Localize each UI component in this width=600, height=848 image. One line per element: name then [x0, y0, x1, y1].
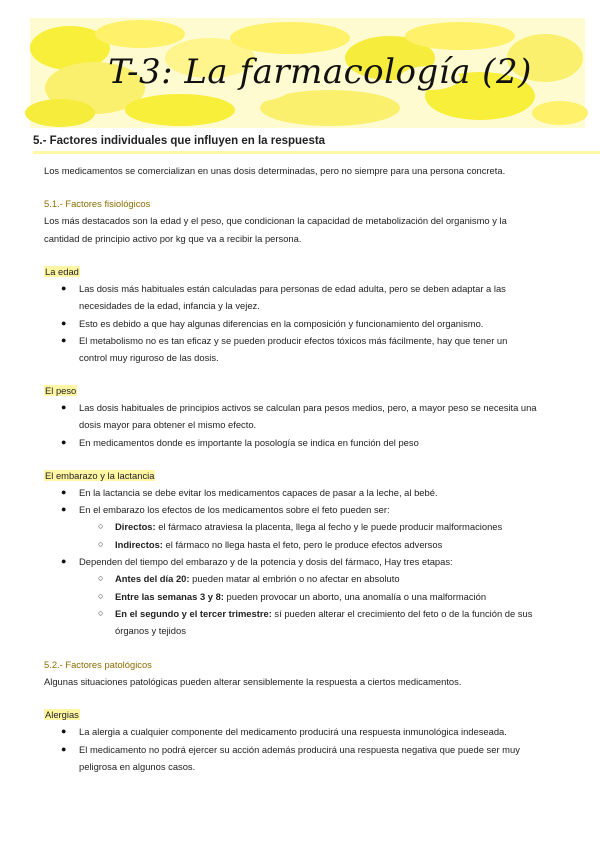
etapa-2: Entre las semanas 3 y 8: pueden provocar un aborto, una anomalía o una malformación — [115, 591, 487, 602]
edad-b1-line1: Las dosis más habituales están calculadas para personas de edad adulta, pero se deben adaptar a las — [79, 283, 506, 294]
section-5-heading: 5.- Factores individuales que influyen en la respuesta — [33, 135, 326, 147]
edad-b1-line2: necesidades de la edad, infancia y la vejez. — [79, 300, 260, 311]
bullet-dot: ● — [61, 726, 67, 736]
peso-b2: En medicamentos donde es importante la posología se indica en función del peso — [79, 437, 419, 448]
bullet-dot: ● — [61, 283, 67, 293]
sub-bullet-ring: ○ — [98, 573, 104, 583]
bullet-dot: ● — [61, 556, 67, 566]
section-51-line1: Los más destacados son la edad y el peso, que condicionan la capacidad de metabolización del organismo y la — [44, 215, 507, 226]
bullet-dot: ● — [61, 402, 67, 412]
section-51-heading: 5.1.- Factores fisiológicos — [44, 198, 151, 209]
etapa-3-line2: órganos y tejidos — [115, 625, 186, 636]
peso-b1-line2: dosis mayor para obtener el mismo efecto. — [79, 419, 257, 430]
bullet-dot: ● — [61, 504, 67, 514]
alergias-b2-line1: El medicamento no podrá ejercer su acción además producirá una respuesta negativa que puede ser muy — [79, 744, 520, 755]
sub-bullet-ring: ○ — [98, 608, 104, 618]
etapa-1: Antes del día 20: pueden matar al embrión o no afectar en absoluto — [115, 573, 400, 584]
alergias-b1: La alergia a cualquier componente del medicamento producirá una respuesta inmunológica indeseada. — [79, 726, 507, 737]
edad-b3-line2: control muy riguroso de las dosis. — [79, 352, 219, 363]
sub-bullet-ring: ○ — [98, 591, 104, 601]
bullet-dot: ● — [61, 335, 67, 345]
bullet-dot: ● — [61, 437, 67, 447]
section-52-heading: 5.2.- Factores patológicos — [44, 659, 152, 670]
edad-b3-line1: El metabolismo no es tan eficaz y se pueden producir efectos tóxicos más fácilmente, hay que tener un — [79, 335, 508, 346]
alergias-b2-line2: peligrosa en algunos casos. — [79, 761, 196, 772]
page-title: T-3: La farmacología (2) — [108, 52, 532, 92]
edad-label: La edad — [45, 266, 79, 277]
section-5-intro: Los medicamentos se comercializan en unas dosis determinadas, pero no siempre para una persona concreta. — [44, 165, 506, 176]
embarazo-indirectos: Indirectos: el fármaco no llega hasta el feto, pero le produce efectos adversos — [115, 539, 443, 550]
embarazo-b1: En la lactancia se debe evitar los medicamentos capaces de pasar a la leche, al bebé. — [79, 487, 438, 498]
section-51-line2: cantidad de principio activo por kg que va a recibir la persona. — [44, 233, 302, 244]
bullet-dot: ● — [61, 487, 67, 497]
embarazo-directos: Directos: el fármaco atraviesa la placenta, llega al fecho y le puede producir malformaciones — [115, 521, 503, 532]
alergias-label: Alergias — [45, 709, 79, 720]
peso-b1-line1: Las dosis habituales de principios activos se calculan para pesos medios, pero, a mayor peso se necesita una — [79, 402, 537, 413]
bullet-dot: ● — [61, 744, 67, 754]
section-5-underline — [33, 151, 600, 154]
sub-bullet-ring: ○ — [98, 539, 104, 549]
etapa-3: En el segundo y el tercer trimestre: sí pueden alterar el crecimiento del feto o de la función de sus — [115, 608, 533, 619]
edad-b2: Esto es debido a que hay algunas diferencias en la composición y funcionamiento del organismo. — [79, 318, 484, 329]
section-52-line1: Algunas situaciones patológicas pueden alterar sensiblemente la respuesta a ciertos medicamentos. — [44, 676, 462, 687]
sub-bullet-ring: ○ — [98, 521, 104, 531]
embarazo-label: El embarazo y la lactancia — [45, 470, 155, 481]
peso-label: El peso — [45, 385, 77, 396]
bullet-dot: ● — [61, 318, 67, 328]
embarazo-b2: En el embarazo los efectos de los medicamentos sobre el feto pueden ser: — [79, 504, 390, 515]
embarazo-b3: Dependen del tiempo del embarazo y de la potencia y dosis del fármaco, Hay tres etapas: — [79, 556, 453, 567]
